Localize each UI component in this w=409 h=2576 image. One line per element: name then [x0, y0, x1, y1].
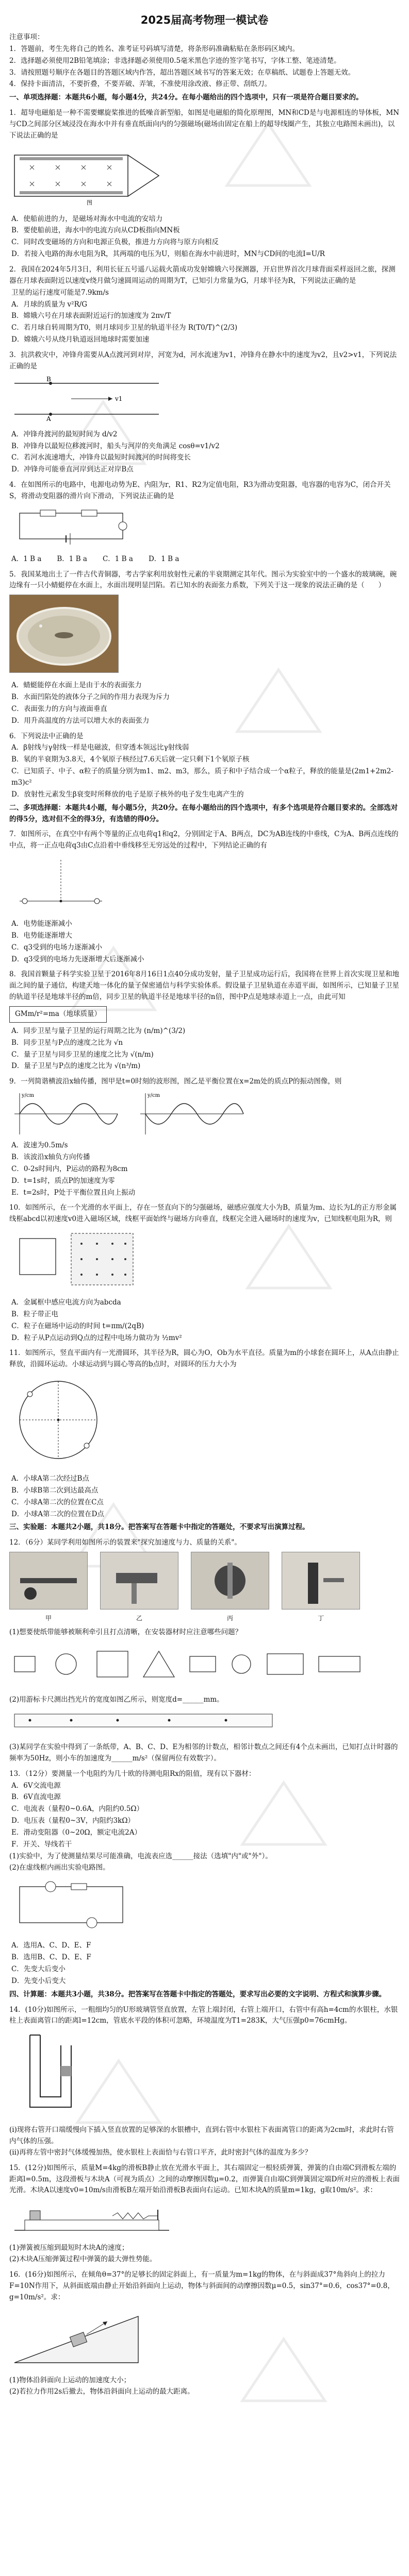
- q13-option[interactable]: C．先变大后变小: [11, 1964, 66, 1973]
- q1-stem: 1．超导电磁船是一种不需要螺旋桨推进的低噪音新型船，如图是电磁船的简化原理图，MN和CD是与电源相连的导体板，MN与CD之间部分区域浸没在海水中并有垂直纸面向内的匀强磁场(磁场由固定在船上的超导线圈产生，其独立电路图未画出)，以下说法正确的是: [9, 109, 400, 140]
- q12-photo-d: [282, 1552, 360, 1623]
- experiment-photo: [191, 1552, 269, 1609]
- q13-option[interactable]: B．选用B、C、D、E、F: [11, 1953, 91, 1962]
- q13-figure: [9, 1876, 400, 1937]
- question-5: [9, 569, 400, 727]
- question-15: [9, 2163, 400, 2265]
- q10-option[interactable]: B．粒子带正电: [11, 1310, 58, 1318]
- wave-graph-b: [135, 1091, 249, 1137]
- q9-option[interactable]: D．t=1s时，质点P的加速度为零: [11, 1176, 115, 1185]
- q15-stem: 15．(12分)如图所示，质量M=4kg的滑板B静止放在光滑水平面上，其右端固定一根轻质弹簧，弹簧的自由端C到滑板左端的距离l=0.5m，这段滑板与木块A（可视为质点）之间的动摩擦因数μ=0.2，而弹簧自由端C到弹簧固定端D所对应的滑板上表面光滑。木块A以速度v0=10m/s由滑板B左端开始沿滑板B表面向右运动。已知木块A的质量m=1kg，g取10m/s²。求：: [9, 2163, 400, 2195]
- q6-option[interactable]: D．放射性元素发生β衰变时所释放的电子是原子核外的电子发生电离产生的: [11, 790, 244, 799]
- q2-option[interactable]: B．嫦娥六号在月球表面附近运行的加速度为 2πv/T: [11, 312, 171, 320]
- q4-stem: 4．在如图所示的电路中，电源电动势为E、内阻为r，R1、R2为定值电阻，R3为滑动变阻器，电容器的电容为C，闭合开关S，将滑动变阻器的滑片向下滑动，下列说法正确的是: [9, 481, 391, 500]
- question-8: [9, 969, 400, 1072]
- q3-option[interactable]: C．若河水流速增大，冲锋舟以最短时间渡河的时间将变长: [11, 453, 191, 462]
- q6-option[interactable]: C．已知质子、中子、α粒子的质量分别为m1、m2、m3，那么，质子和中子结合成一个α粒子，释放的能量是(2m1+2m2-m3)c²: [11, 767, 394, 787]
- q3-figure: [9, 376, 400, 426]
- q4-option[interactable]: C．1 B a: [102, 554, 133, 563]
- q5-option[interactable]: D．用升高温度的方法可以增大水的表面张力: [11, 716, 150, 725]
- q11-figure: [9, 1374, 400, 1470]
- ticker-tape-diagram: [9, 1709, 277, 1735]
- magnetic-field-region-diagram: [9, 1228, 143, 1290]
- q12-photo-c: [191, 1552, 269, 1623]
- q12-tape-figure: [9, 1709, 400, 1739]
- q16-stem: 16．(16分)如图所示，在倾角θ=37°的足够长的固定斜面上，有一质量为m=1kg的物体，在与斜面成37°角斜向上的拉力F=10N作用下，从斜面底端由静止开始沿斜面向上运动，物体与斜面间的动摩擦因数μ=0.5，sin37°=0.6，cos37°=0.8，g=10m/s²。求：: [9, 2270, 395, 2301]
- q4-option[interactable]: D．1 B a: [148, 554, 179, 563]
- q2-option[interactable]: A．月球的质量为 v²R/G: [11, 300, 88, 309]
- q2-stem-extra: 卫星的运行速度可能是7.9km/s: [11, 288, 109, 297]
- q11-option[interactable]: D．小球A第二次的位置在D点: [11, 1510, 104, 1518]
- question-11: [9, 1348, 400, 1520]
- q15-figure: [9, 2199, 400, 2240]
- q5-option[interactable]: A．蜻蜓能停在水面上是由于水的表面张力: [11, 681, 142, 690]
- q12-apparatus-figure: [9, 1641, 400, 1691]
- q3-option[interactable]: A．冲锋舟渡河的最短时间为 d/v2: [11, 430, 118, 438]
- q9-graph-b-ylabel: y/cm: [148, 1093, 160, 1099]
- q12-sub2: (2)用游标卡尺测出挡光片的宽度如图乙所示，则宽度d=______mm。: [9, 1696, 224, 1704]
- q5-figure: [9, 595, 400, 677]
- question-7: [9, 829, 400, 965]
- q9-option[interactable]: E．t=2s时，P处于平衡位置且向上振动: [11, 1188, 136, 1197]
- q12-sub3: (3)某同学在实验中得到了一条纸带，A、B、C、D、E为相邻的计数点，相邻计数点之间还有4个点未画出，已知打点计时器的频率为50Hz，则小车的加速度为______m/s²（保留两位有效数字）。: [9, 1742, 398, 1762]
- q10-stem: 10．如图所示，在一个光滑的水平面上，存在一竖直向下的匀强磁场，磁感应强度大小为B，质量为m、边长为L的正方形金属线框abcd以初速度v0进入磁场区域，线框平面始终与磁场方向垂直，线框完全进入磁场时的速度为v，已知线框电阻为R，则: [9, 1204, 397, 1224]
- q3-stem: 3．抗洪救灾中，冲锋舟需要从A点渡河到对岸，河宽为d，河水流速为v1，冲锋舟在静水中的速度为v2，且v2>v1，下列说法正确的是: [9, 351, 397, 370]
- q8-stem: 8．我国首颗量子科学实验卫星于2016年8月16日1点40分成功发射，量子卫星成功运行后，我国将在世界上首次实现卫星和地面之间的量子通信，构建天地一体化的量子保密通信与科学实验体系。假设量子卫星轨道在赤道平面，如图所示，已知量子卫星的轨道半径是地球半径的m倍，同步卫星的轨道半径是地球半径的n倍，图中P点是地球赤道上一点，由此可知: [9, 970, 399, 1002]
- q13-item: E．滑动变阻器（0~20Ω，额定电流2A）: [11, 1828, 141, 1837]
- notice-heading: 注意事项：: [9, 33, 44, 42]
- question-13: [9, 1769, 400, 1987]
- q12-photo-b: [100, 1552, 178, 1623]
- notice-item: 3．请按照题号顺序在各题目的答题区域内作答，超出答题区域书写的答案无效；在草稿纸、试题卷上答题无效。: [9, 68, 355, 77]
- circular-track-diagram: [9, 1374, 107, 1466]
- q4-option[interactable]: B．1 B a: [57, 554, 87, 563]
- q13-sub2: (2)在虚线框内画出实验电路图。: [9, 1863, 110, 1872]
- q9-stem: 9．一列简谐横波沿x轴传播，图甲是t=0时刻的波形图，图乙是平衡位置在x=2m处的质点P的振动图像，则: [9, 1077, 342, 1086]
- question-9: [9, 1076, 400, 1198]
- q13-item: F．开关、导线若干: [11, 1840, 72, 1849]
- q1-figure-label: 图: [87, 199, 92, 206]
- q16-figure: [9, 2306, 400, 2372]
- q12-photo-caption: 乙: [136, 1615, 142, 1622]
- q5-option[interactable]: B．水面凹陷处的液体分子之间的作用力表现为斥力: [11, 692, 170, 701]
- experiment-photo: [9, 1552, 88, 1609]
- q14-sub2: (ii)再将左管中密封气体缓慢加热，使水银柱上表面恰与右管口平齐，此时密封气体的温度为多少？: [9, 2148, 312, 2157]
- q8-option[interactable]: C．量子卫星与同步卫星的速度之比为 √(n/m): [11, 1050, 154, 1059]
- q7-option[interactable]: A．电势能逐渐减小: [11, 919, 72, 928]
- q5-stem: 5．我国某地出土了一件古代青铜器，考古学家利用放射性元素的半衰期测定其年代。图示为实验室中的一个盛水的玻璃碗，碗边缘有一只小蜻蜓停在水面上，水面出现明显凹陷。若已知水的表面张力系数，下列关于这一现象的说法正确的是（ ）: [9, 570, 397, 590]
- q11-option[interactable]: C．小球A第二次的位置在C点: [11, 1498, 104, 1506]
- exam-content: [9, 11, 400, 2398]
- q8-option[interactable]: B．同步卫星与P点的速度之比为 √n: [11, 1038, 123, 1047]
- q2-stem: 2．我国在2024年5月3日，利用长征五号遥八运载火箭成功发射嫦娥六号探测器，开启世界首次月球背面采样返回之旅，探测器在月球表面附近以速度v绕月做匀速圆周运动的周期为T，已知引力常量为G，月球半径为R，下列说法正确的是: [9, 265, 396, 285]
- q10-option[interactable]: C．粒子在磁场中运动的时间 t=πm/(2qB): [11, 1321, 144, 1330]
- q1-option[interactable]: C．同时改变磁场的方向和电源正负极，推进力方向将与原方向相反: [11, 238, 219, 247]
- q9-option[interactable]: A．波速为0.5m/s: [11, 1141, 68, 1150]
- water-bowl-photo: [9, 595, 119, 673]
- q12-photo-caption: 甲: [45, 1615, 52, 1622]
- notice-item: 2．选择题必须使用2B铅笔填涂；非选择题必须使用0.5毫米黑色字迹的签字笔书写，字体工整、笔迹清楚。: [9, 56, 341, 65]
- notice-item: 1．答题前，考生先将自己的姓名、准考证号码填写清楚，将条形码准确粘贴在条形码区域内。: [9, 44, 300, 53]
- q3-point-a: A: [46, 415, 51, 422]
- section4-heading: 四、计算题：本题共3小题，共38分。把答案写在答题卡中指定的答题处，要求写出必要的文字说明、方程式和演算步骤。: [9, 1990, 386, 1998]
- q6-option[interactable]: B．氡的半衰期为3.8天，4个氡原子核经过7.6天后就一定只剩下1个氡原子核: [11, 755, 250, 764]
- notice-item: 4．保持卡面清洁，不要折叠，不要弄破、弄皱，不准使用涂改液、修正带、刮纸刀。: [9, 80, 272, 89]
- experiment-photo: [100, 1552, 178, 1609]
- q14-figure: [9, 2030, 400, 2122]
- q3-point-b: B: [46, 375, 51, 383]
- q9-option[interactable]: C．0-2s时间内，P运动的路程为8cm: [11, 1164, 128, 1173]
- question-14: [9, 2005, 400, 2159]
- q7-option[interactable]: C．q3受到的电场力逐渐减小: [11, 943, 103, 952]
- question-3: [9, 350, 400, 476]
- river-crossing-diagram: [9, 376, 164, 422]
- exam-title: 2025届高考物理一模试卷: [140, 14, 269, 26]
- question-2: [9, 264, 400, 346]
- q15-sub1: (1)弹簧被压缩到最短时木块A的速度；: [9, 2244, 129, 2252]
- q3-option[interactable]: D．冲锋舟可能垂直河岸到达正对岸B点: [11, 465, 134, 474]
- q3-velocity-label: v1: [115, 395, 123, 402]
- q9-graph-a-ylabel: y/cm: [22, 1093, 35, 1099]
- question-6: [9, 731, 400, 801]
- measurement-circuit-diagram: [9, 1876, 133, 1933]
- q12-photos: [9, 1552, 400, 1623]
- q10-option[interactable]: D．粒子从P点运动到Q点的过程中电场力做功为 ½mv²: [11, 1333, 182, 1342]
- q7-option[interactable]: B．电势能逐渐增大: [11, 931, 72, 940]
- q7-figure: [9, 855, 400, 916]
- q2-option[interactable]: D．嫦娥六号从绕月轨道返回地球时需要加速: [11, 335, 150, 344]
- q1-figure: [9, 145, 400, 211]
- q4-option[interactable]: A．1 B a: [11, 554, 42, 563]
- q11-option[interactable]: B．小球B第二次到达最高点: [11, 1486, 99, 1495]
- notice-block: [9, 32, 400, 90]
- q1-option[interactable]: D．若接入电路的海水电阻为R，其两端的电压为U，则船在海水中前进时，MN与CD间的电流I=U/R: [11, 250, 325, 259]
- section1-heading: 一、单项选择题：本题共6小题，每小题4分，共24分。在每小题给出的四个选项中，只有一项是符合题目要求的。: [9, 93, 363, 102]
- q11-option[interactable]: A．小球A第二次经过B点: [11, 1475, 89, 1483]
- q8-option[interactable]: A．同步卫星与量子卫星的运行周期之比为 (n/m)^(3/2): [11, 1026, 186, 1035]
- question-4: [9, 480, 400, 565]
- q14-sub1: (i)现将右管开口端缓慢向下插入竖直放置的足够深的水银槽中，直到右管中水银柱下表面离管口的距离为2cm时，求此时右管内气体的压强。: [9, 2126, 394, 2145]
- wave-graph-a: [9, 1091, 123, 1137]
- q4-options: [11, 554, 400, 565]
- q12-photo-a: [9, 1552, 88, 1623]
- q12-stem: 12．（6分）某同学利用如图所示的装置来"探究加速度与力、质量的关系"。: [9, 1538, 241, 1547]
- q11-stem: 11．如图所示，竖直平面内有一光滑圆环，其半径为R，圆心为O，Ob为水平直径。质量为m的小球套在圆环上，从A点由静止释放，沿圆环运动。小球运动到与圆心等高的b点时，对圆环的压力大小为: [9, 1349, 399, 1369]
- section3-heading: 三、实验题：本题共2小题，共18分。把答案写在答题卡中指定的答题处，不要求写出演算过程。: [9, 1523, 309, 1532]
- q4-figure: [9, 505, 400, 551]
- q12-sub1: (1)想要使纸带能够被顺利牵引且打点清晰，在安装器材时应注意哪些问题？: [9, 1628, 242, 1636]
- question-1: [9, 108, 400, 260]
- circuit-diagram: [9, 505, 143, 547]
- q8-formula-box: [9, 1006, 400, 1023]
- q7-option[interactable]: D．q3受到的电场力先逐渐增大后逐渐减小: [11, 955, 144, 963]
- point-charges-diagram: [9, 855, 112, 911]
- question-16: [9, 2269, 400, 2398]
- q1-option[interactable]: B．要使船前进，海水中的电流方向从CD板指向MN板: [11, 226, 180, 235]
- experiment-photo: [282, 1552, 360, 1609]
- apparatus-icons: [9, 1641, 370, 1687]
- slider-spring-diagram: [9, 2199, 174, 2235]
- q7-stem: 7．如图所示，在真空中有两个等量的正点电荷q1和q2，分别固定于A、B两点，DC为AB连线的中垂线，C为A、B两点连线的中点，将一正点电荷q3由C点沿着中垂线移至无穷远处的过程中，下列结论正确的有: [9, 830, 399, 850]
- q13-item: D．电压表（量程0~3V，内阻约3kΩ）: [11, 1817, 135, 1825]
- q2-option[interactable]: C．若月球自转周期为T0，则月球同步卫星的轨道半径为 R(T0/T)^(2/3): [11, 324, 238, 332]
- section2-heading: 二、多项选择题：本题共4小题，每小题5分，共20分。在每小题给出的四个选项中，有多个选项是符合题目要求的。全部选对的得5分，选对但不全的得3分，有选错的得0分。: [9, 803, 398, 823]
- q9-figures: [9, 1091, 400, 1137]
- q10-option[interactable]: A．金属框中感应电流方向为abcda: [11, 1298, 121, 1307]
- q13-option[interactable]: A．选用A、C、D、E、F: [11, 1941, 91, 1950]
- q13-item: C．电流表（量程0~0.6A，内阻约0.5Ω）: [11, 1805, 144, 1814]
- q9-option[interactable]: B．该波沿x轴负方向传播: [11, 1153, 90, 1162]
- q3-option[interactable]: B．冲锋舟以最短位移渡河时，船头与河岸的夹角满足 cosθ=v1/v2: [11, 442, 220, 450]
- q16-sub1: (1)物体沿斜面向上运动的加速度大小；: [9, 2376, 131, 2385]
- question-10: [9, 1202, 400, 1344]
- q8-formula: GMm/r²=ma（地球质量）: [9, 1006, 107, 1023]
- q14-stem: 14．(10分)如图所示，一粗细均匀的U形玻璃管竖直放置，左管上端封闭，右管上端开口，右管中有高h=4cm的水银柱，水银柱上表面离管口的距离l=12cm，管底水平段的体积可忽略，环境温度为T1=283K，大气压强p0=76cmHg。: [9, 2005, 398, 2025]
- q16-sub2: (2)若拉力作用2s后撤去，物体沿斜面向上运动的最大距离。: [9, 2387, 194, 2396]
- q6-stem: 6．下列说法中正确的是: [9, 732, 84, 740]
- q12-photo-caption: 丙: [226, 1615, 233, 1622]
- electromagnetic-ship-diagram: [9, 145, 164, 207]
- q13-option[interactable]: D．先变小后变大: [11, 1976, 66, 1985]
- q13-sub1: (1)实验中，为了使测量结果尽可能准确，电流表应选______接法（选填"内"或"外"）。: [9, 1852, 272, 1860]
- q13-item: B．6V直流电源: [11, 1793, 61, 1802]
- q12-photo-caption: 丁: [317, 1615, 324, 1622]
- q8-option[interactable]: D．量子卫星与P点的速度之比为 √(n³/m): [11, 1062, 141, 1071]
- q15-sub2: (2)木块A压缩弹簧过程中弹簧的最大弹性势能。: [9, 2255, 157, 2263]
- u-tube-diagram: [9, 2030, 112, 2117]
- question-12: [9, 1537, 400, 1764]
- q13-stem: 13．（12分）要测量一个电阻约为几十欧的待测电阻Rx的阻值，现有以下器材：: [9, 1769, 256, 1778]
- incline-diagram: [9, 2306, 143, 2368]
- q6-option[interactable]: A．β射线与γ射线一样是电磁波，但穿透本领远比γ射线弱: [11, 743, 189, 752]
- q1-option[interactable]: A．使船前进的力，是磁场对海水中电流的安培力: [11, 214, 163, 223]
- q5-option[interactable]: C．表面张力的方向与液面垂直: [11, 704, 107, 713]
- q10-figure: [9, 1228, 400, 1294]
- q13-item: A．6V交流电源: [11, 1781, 61, 1790]
